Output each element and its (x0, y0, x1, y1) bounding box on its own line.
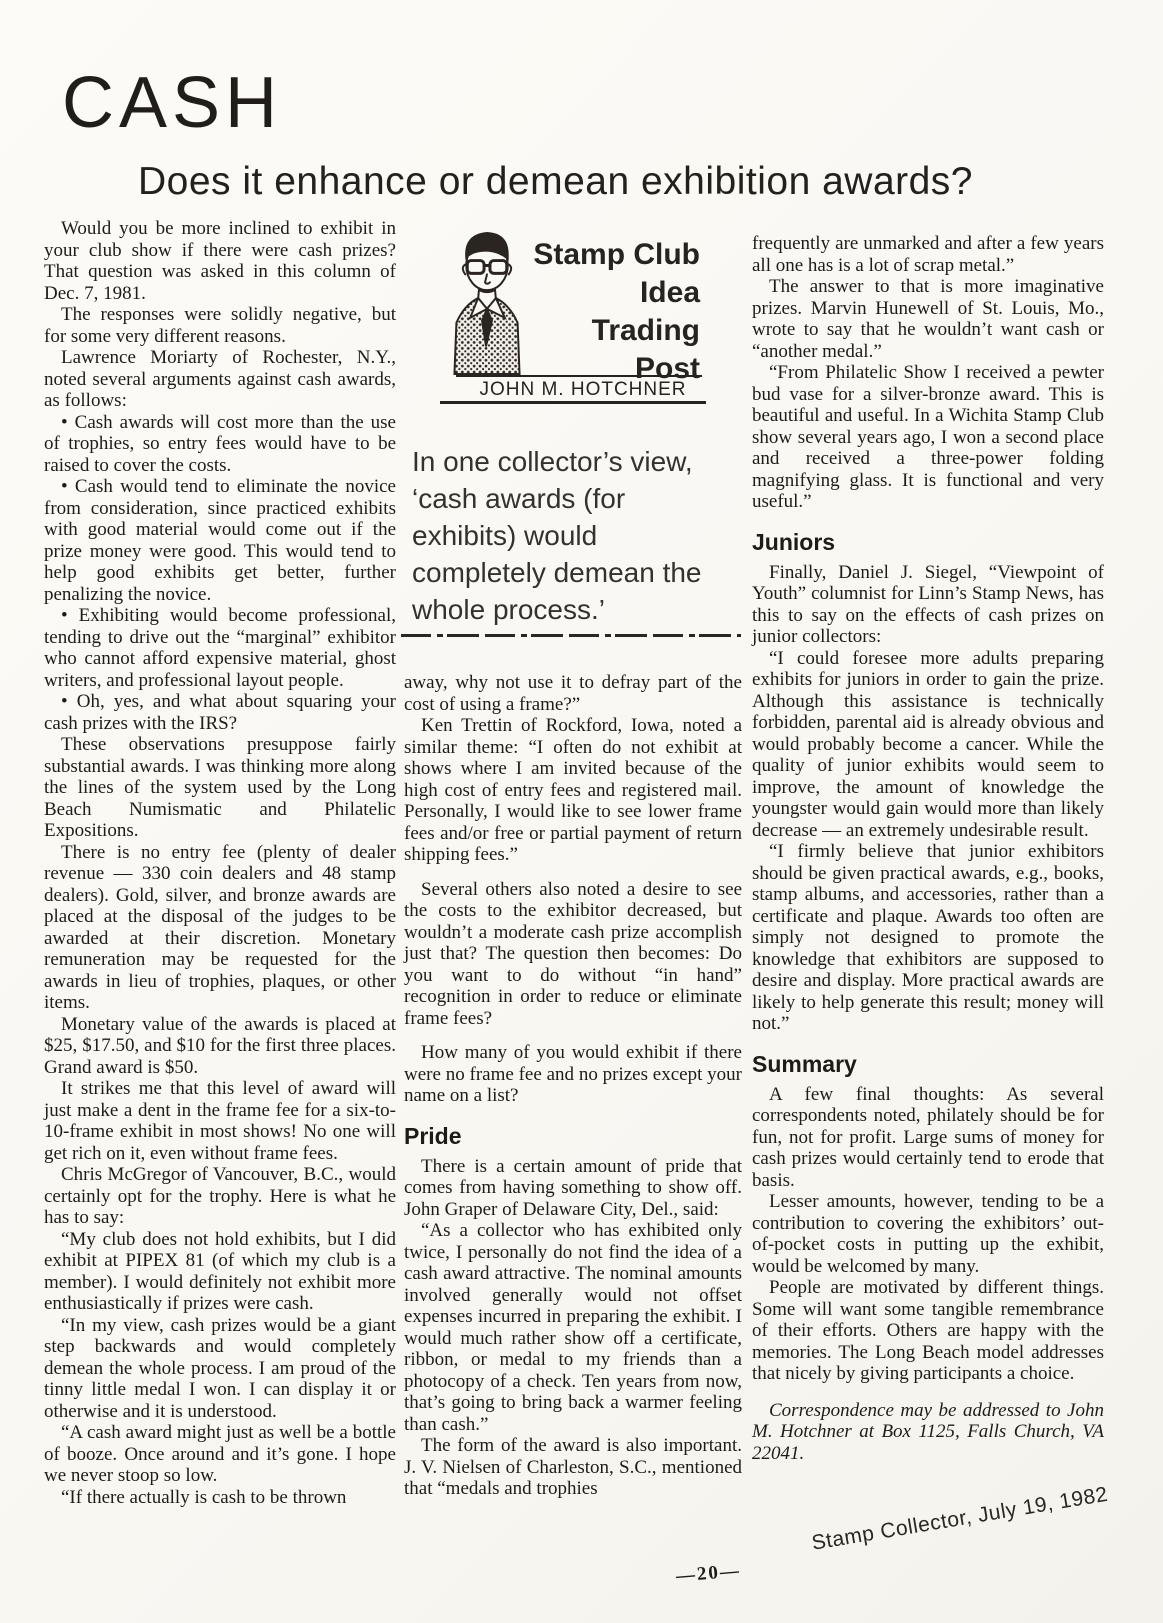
paragraph: It strikes me that this level of award will just make a dent in the frame fee for a six-to-10-frame exhibit in most shows! No one will get rich on it, even without frame fees. (44, 1078, 396, 1164)
paragraph: The form of the award is also important. J. V. Nielsen of Charleston, S.C., mentioned that “medals and trophies (404, 1435, 742, 1499)
pull-quote: In one collector’s view, ‘cash awards (for exhibits) would completely demean the whole process.’ (412, 446, 702, 625)
footer-page-number: —20— (675, 1560, 742, 1587)
paragraph: Lawrence Moriarty of Rochester, N.Y., noted several arguments against cash awards, as follows: (44, 347, 396, 411)
paragraph: “If there actually is cash to be thrown (61, 1486, 347, 1508)
right-column (752, 233, 1104, 1464)
paragraph: “As a collector who has exhibited only twice, I personally do not find the idea of a cash award attractive. The nominal amounts involved generally would not offset expenses incurred in preparing the exhibit. I would much rather show off a certificate, ribbon, or medal to my friends than a photocopy of a check. Ten years from now, that’s going to bring back a warmer feeling than cash.” (404, 1220, 742, 1435)
masthead-divider-bottom (440, 401, 706, 404)
section-heading: Pride (404, 1122, 462, 1149)
paragraph: Correspondence may be addressed to John M. Hotchner at Box 1125, Falls Church, VA 22041. (752, 1399, 1104, 1464)
paragraph: “In my view, cash prizes would be a giant step backwards and would completely demean the whole process. I am proud of the tinny little medal I won. I can display it or otherwise and it is understood. (44, 1314, 396, 1422)
section-heading: Summary (752, 1050, 857, 1077)
column-masthead (404, 226, 742, 408)
paragraph: • Oh, yes, and what about squaring your cash prizes with the IRS? (44, 691, 396, 734)
footer-publication-credit: Stamp Collector, July 19, 1982 (810, 1482, 1110, 1555)
masthead-title-line: Idea (639, 276, 700, 309)
paragraph: • Cash would tend to eliminate the novice from consideration, since practiced exhibits with good material would come out if the prize money were good. This would tend to help good exhibits get better, further penalizing the novice. (44, 476, 396, 605)
masthead-divider (456, 375, 702, 377)
paragraph: “I firmly believe that junior exhibitors should be given practical awards, e.g., books, stamp albums, and accessories, rather than a certificate and plaque. Awards too often are simply not designed to promote the knowledge that exhibitors are supposed to desire and display. More practical awards are likely to help generate this result; money will not.” (752, 841, 1104, 1034)
paragraph: “My club does not hold exhibits, but I did exhibit at PIPEX 81 (of which my club is a member). I would definitely not exhibit more enthusiastically if prizes were cash. (44, 1228, 396, 1314)
paragraph: away, why not use it to defray part of the cost of using a frame?” (404, 672, 742, 715)
masthead-title-line: Stamp Club (533, 238, 700, 271)
paragraph: Would you be more inclined to exhibit in your club show if there were cash prizes? That question was asked in this column of Dec. 7, 1981. (44, 218, 396, 304)
paragraph: Several others also noted a desire to see the costs to the exhibitor decreased, but wouldn’t a moderate cash prize accomplish just that? The question then becomes: Do you want to do without “in hand” recognition in order to reduce or eliminate frame fees? (404, 878, 742, 1029)
paragraph: The answer to that is more imaginative prizes. Marvin Hunewell of St. Louis, Mo., wrote to say that he wouldn’t want cash or “another medal.” (752, 276, 1104, 362)
paragraph: There is a certain amount of pride that comes from having something to show off. John Graper of Delaware City, Del., said: (404, 1155, 742, 1220)
paragraph: • Cash awards will cost more than the use of trophies, so entry fees would have to be raised to cover the costs. (44, 411, 396, 476)
author-portrait-sketch-icon (442, 228, 532, 381)
middle-column (404, 672, 742, 1500)
pull-quote-divider (401, 634, 741, 637)
paragraph: Chris McGregor of Vancouver, B.C., would certainly opt for the trophy. Here is what he has to say: (44, 1164, 396, 1228)
article-subhead: Does it enhance or demean exhibition awards? (138, 160, 974, 203)
paragraph: People are motivated by different things. Some will want some tangible remembrance of their efforts. Others are happy with the memories. The Long Beach model addresses that nicely by giving participants a choice. (752, 1277, 1104, 1384)
paragraph: “From Philatelic Show I received a pewter bud vase for a silver-bronze award. This is beautiful and useful. In a Wichita Stamp Club show several years ago, I won a second place and received a three-power folding magnifying glass. It is functional and very useful.” (752, 362, 1104, 512)
paragraph: Finally, Daniel J. Siegel, “Viewpoint of Youth” columnist for Linn’s Stamp News, has this to say on the effects of cash prizes on junior collectors: (752, 561, 1104, 647)
article-headline: CASH (62, 63, 283, 143)
left-column (44, 218, 396, 1508)
paragraph: Lesser amounts, however, tending to be a contribution to covering the exhibitors’ out-of-pocket costs in putting up the exhibit, would be welcomed by many. (752, 1191, 1104, 1277)
paragraph: frequently are unmarked and after a few years all one has is a lot of scrap metal.” (752, 233, 1104, 276)
paragraph: How many of you would exhibit if there were no frame fee and no prizes except your name on a list? (404, 1042, 742, 1106)
paragraph: “A cash award might just as well be a bottle of booze. Once around and it’s gone. I hope we never stoop so low. (44, 1422, 396, 1486)
paragraph: These observations presuppose fairly substantial awards. I was thinking more along the lines of the system used by the Long Beach Numismatic and Philatelic Expositions. (44, 734, 396, 841)
masthead-byline: JOHN M. HOTCHNER (479, 379, 687, 400)
paragraph: The responses were solidly negative, but for some very different reasons. (44, 304, 396, 347)
masthead-title-line: Post (634, 352, 700, 385)
masthead-title-line: Trading (591, 314, 700, 347)
masthead-title (533, 236, 700, 388)
section-heading: Juniors (752, 528, 836, 555)
paragraph: • Exhibiting would become professional, tending to drive out the “marginal” exhibitor who cannot afford expensive material, ghost writers, and professional layout people. (44, 605, 396, 691)
paragraph: “I could foresee more adults preparing exhibits for juniors in order to gain the prize. Although this assistance is technically forbidden, parental aid is already obvious and would probably become a cancer. While the quality of junior exhibits would seem to improve, the amount of knowledge the youngster would gain would more than likely decrease — an extremely undesirable result. (752, 647, 1104, 841)
paragraph: There is no entry fee (plenty of dealer revenue — 330 coin dealers and 48 stamp dealers). Gold, silver, and bronze awards are placed at the disposal of the judges to be awarded at their discretion. Monetary remuneration may be requested for the awards in lieu of trophies, plaques, or other items. (44, 841, 396, 1013)
paragraph: A few final thoughts: As several correspondents noted, philately should be for fun, not for profit. Large sums of money for cash prizes would certainly tend to erode that basis. (752, 1083, 1104, 1191)
paragraph: Ken Trettin of Rockford, Iowa, noted a similar theme: “I often do not exhibit at shows where I am invited because of the high cost of entry fees and registered mail. Personally, I would like to see lower frame fees and/or free or partial payment of return shipping fees.” (404, 715, 742, 865)
paragraph: Monetary value of the awards is placed at $25, $17.50, and $10 for the first three places. Grand award is $50. (44, 1013, 396, 1078)
